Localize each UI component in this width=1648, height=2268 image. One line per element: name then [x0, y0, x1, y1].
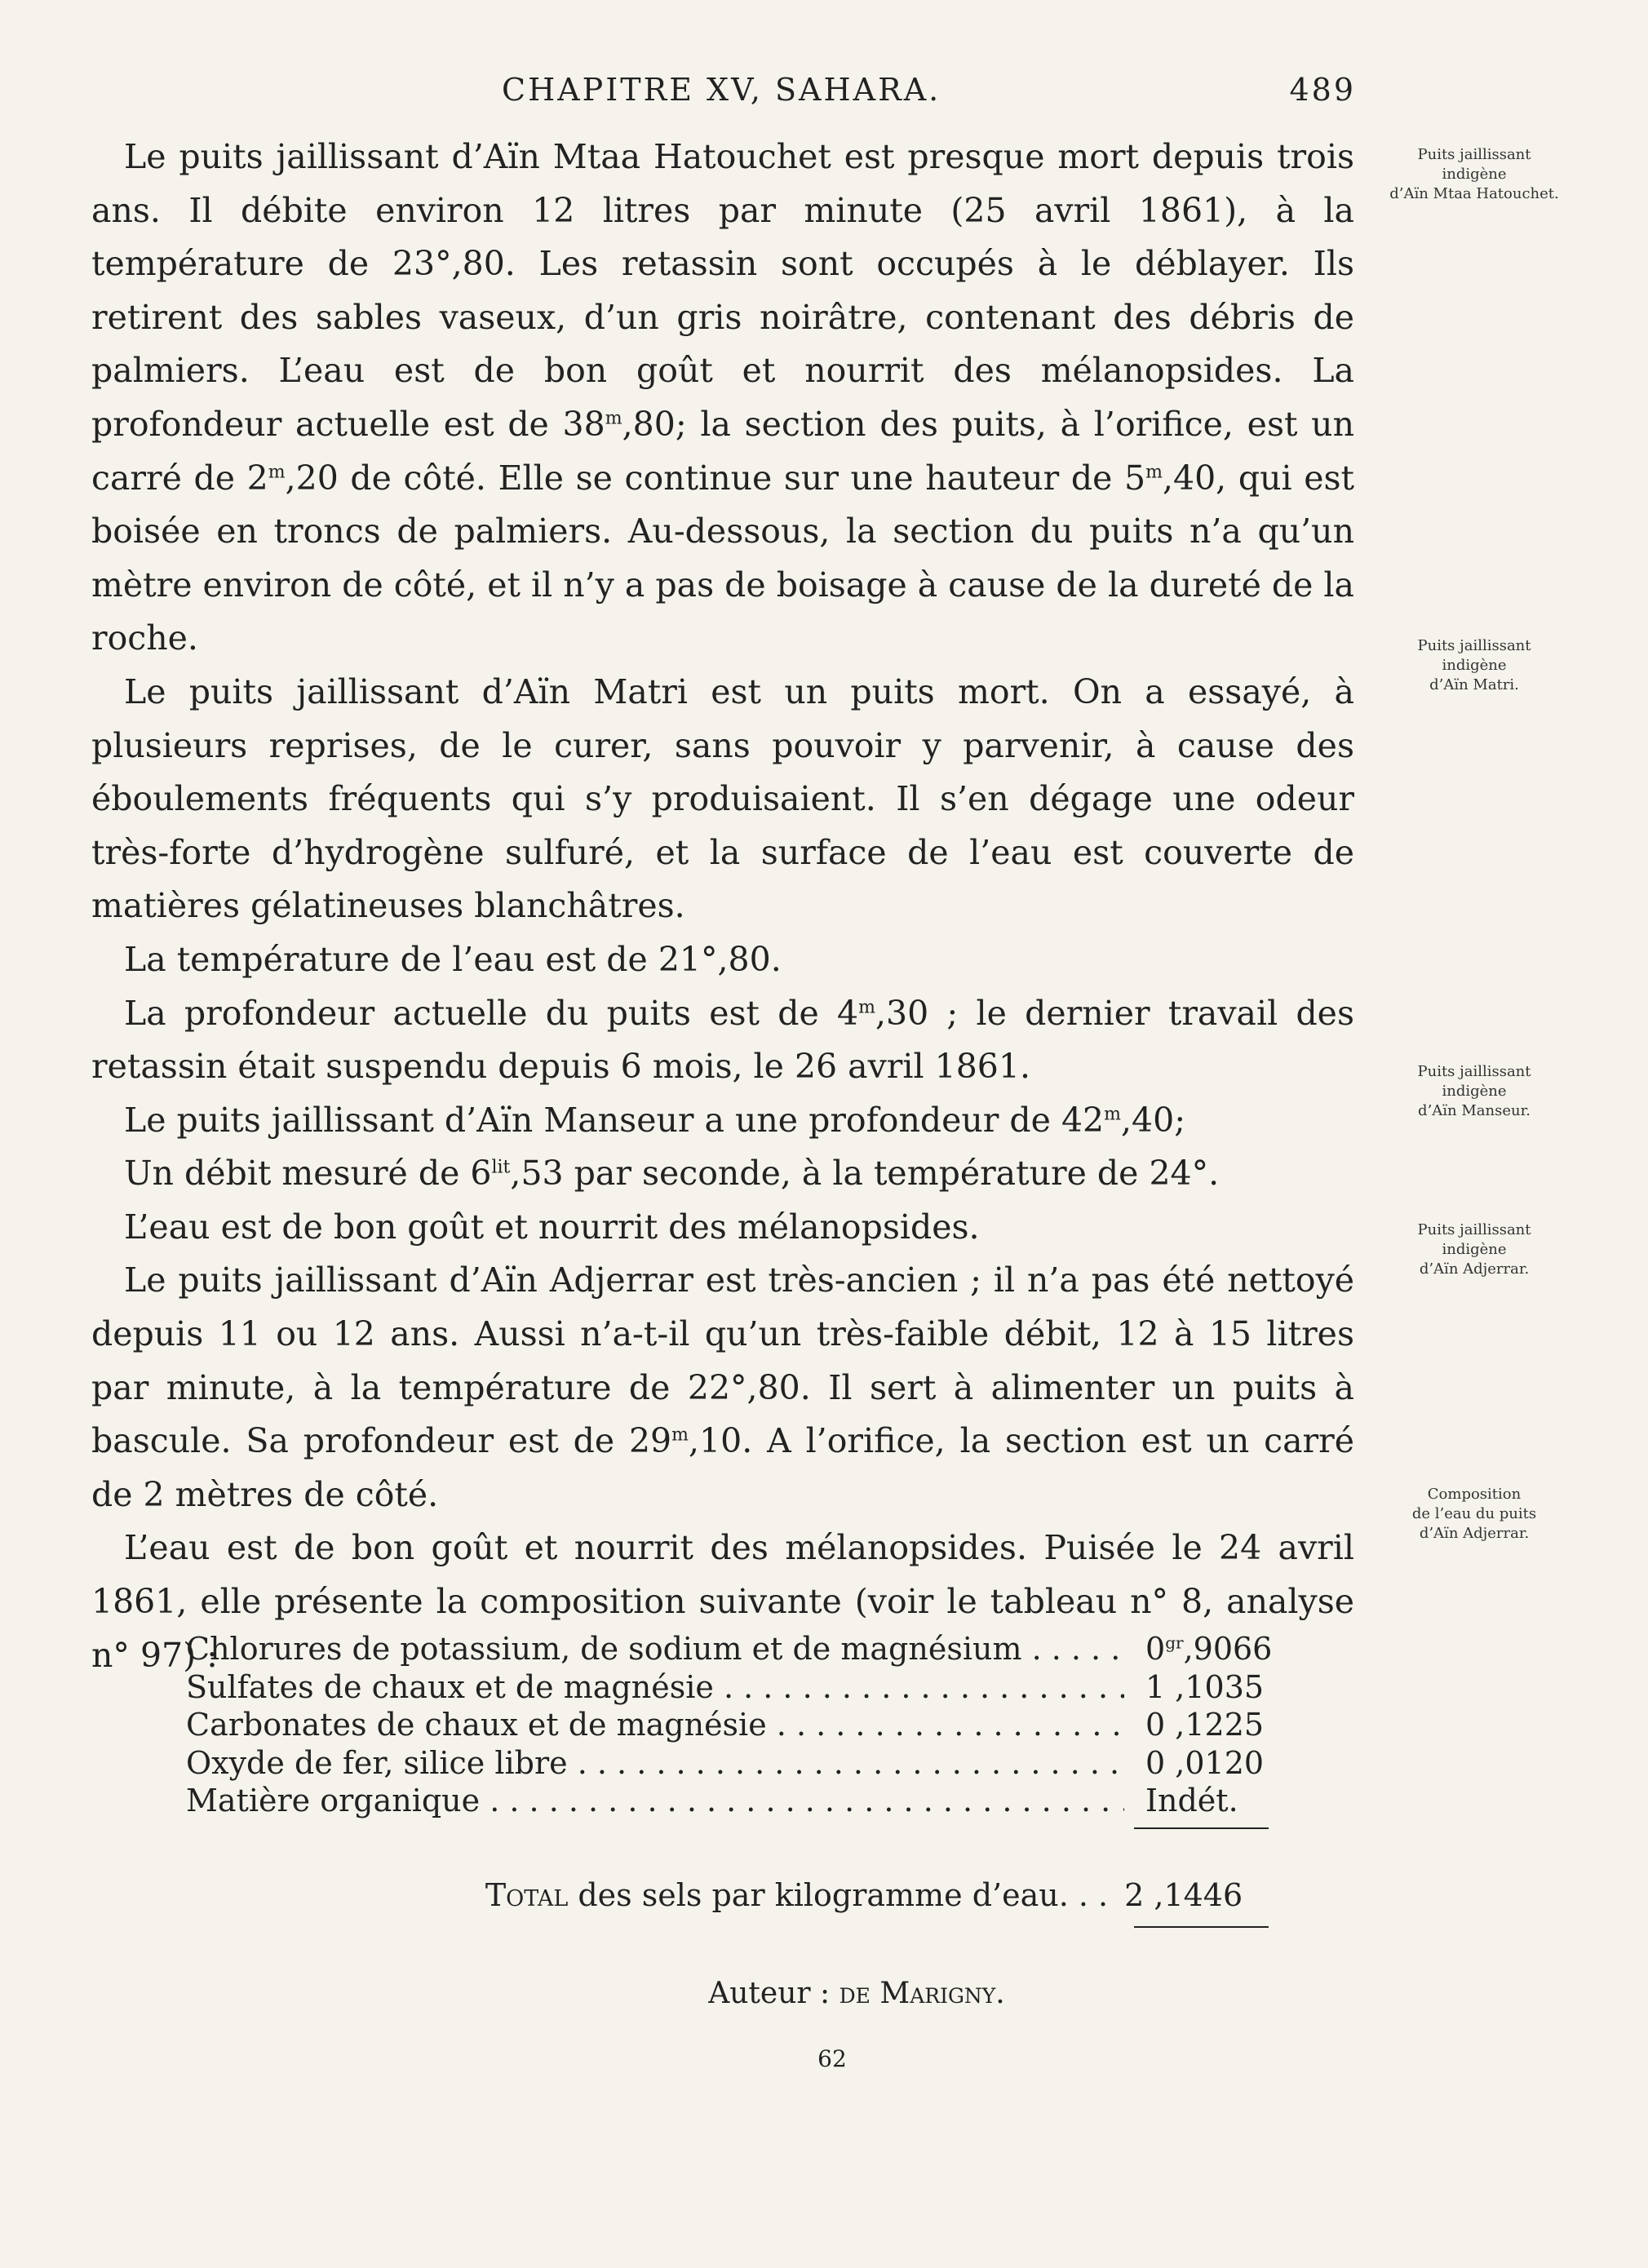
total-rule-top [1134, 1827, 1269, 1829]
paragraph-matri: Le puits jaillissant d’Aïn Matri est un puits mort. On a essayé, à plusieurs reprises, de le curer, sans pouvoir y parvenir, à cause des éboulements fréquents qui s’y produisaient. Il s’en dégage une odeur très-forte d’hydrogène sulfuré, et la surface de l’eau est couverte de matières gélatineuses blanchâtres. [91, 671, 1354, 926]
table-row: Oxyde de fer, silice libre . . . 0 ,0120 [186, 1744, 1271, 1783]
table-value: 0 ,0120 [1145, 1744, 1265, 1781]
table-value: 1 ,1035 [1145, 1668, 1265, 1705]
page-number: 489 [1289, 72, 1356, 108]
author-credit: Auteur : de Marigny. [708, 1977, 1005, 2010]
paragraph-manseur-flow: Un débit mesuré de $6^{lit},53$ par seconde, à la température de 24°. [124, 1154, 1220, 1194]
running-header [124, 72, 1356, 121]
table-value: $0^{gr},9066$ [1145, 1631, 1273, 1667]
paragraph-adjerrar: Le puits jaillissant d’Aïn Adjerrar est très-ancien ; il n’a pas été nettoyé depuis 11 ou 12 ans. Aussi n’a-t-il qu’un très-faible débit, 12 à 15 litres par minute, à la température de 22°,80. Il sert à alimenter un puits à bascule. Sa profondeur est de 29$^m$,10. A l’orifice, la section est un carré de 2 mètres de côté. [91, 1260, 1354, 1514]
paragraph-manseur: Le puits jaillissant d’Aïn Manseur a une profondeur de 42$^m$,40; [124, 1100, 1186, 1140]
margin-note-manseur: Puits jaillissant indigène d’Aïn Manseur. [1417, 1063, 1531, 1119]
total-rule-bottom [1134, 1926, 1269, 1928]
table-value: Indét. [1145, 1783, 1238, 1818]
margin-note-adjerrar: Puits jaillissant indigène d’Aïn Adjerrar. [1417, 1221, 1531, 1278]
main-text [91, 131, 1354, 1682]
margin-note-composition: Composition de l’eau du puits d’Aïn Adjerrar. [1411, 1486, 1537, 1542]
table-total-row: Total des sels par kilogramme d’eau. . . 2 ,1446 [322, 1876, 1269, 1914]
signature-mark: 62 [817, 2045, 847, 2072]
paragraph-adjerrar-composition: L’eau est de bon goût et nourrit des mélanopsides. Puisée le 24 avril 1861, elle présente la composition suivante (voir le tableau n° 8, analyse n° 97) : [91, 1528, 1354, 1675]
table-row: Sulfates de chaux et de magnésie . . . 1 ,1035 [186, 1668, 1271, 1707]
margin-note-hatouchet: Puits jaillissant indigène d’Aïn Mtaa Hatouchet. [1389, 146, 1559, 202]
table-row: Chlorures de potassium, de sodium et de magnésium . . . $0^{gr},9066$ [186, 1630, 1271, 1668]
total-value: 2 ,1446 [1124, 1877, 1243, 1913]
paragraph-matri-depth: La profondeur actuelle du puits est de 4$^m$,30 ; le dernier travail des retassin était suspendu depuis 6 mois, le 26 avril 1861. [91, 993, 1354, 1087]
chapter-title: CHAPITRE XV, SAHARA. [502, 72, 941, 108]
paragraph-matri-temperature: La température de l’eau est de 21°,80. [124, 939, 782, 979]
table-row: Carbonates de chaux et de magnésie . . . 0 ,1225 [186, 1706, 1271, 1744]
paragraph-manseur-water: L’eau est de bon goût et nourrit des mélanopsides. [124, 1207, 980, 1247]
table-value: 0 ,1225 [1145, 1707, 1265, 1743]
paragraph-hatouchet: Le puits jaillissant d’Aïn Mtaa Hatouchet est presque mort depuis trois ans. Il débite environ 12 litres par minute (25 avril 1861), à la température de 23°,80. Les retassin sont occupés à le déblayer. Ils retirent des sables vaseux, d’un gris noirâtre, contenant des débris de palmiers. L’eau est de bon goût et nourrit des mélanopsides. La profondeur actuelle est de 38$^m$,80; la section des puits, à l’orifice, est un carré de 2$^m$,20 de côté. Elle se continue sur une hauteur de 5$^m$,40, qui est boisée en troncs de palmiers. Au-dessous, la section du puits n’a qu’un mètre environ de côté, et il n’y a pas de boisage à cause de la dureté de la roche. [91, 137, 1354, 658]
margin-note-matri: Puits jaillissant indigène d’Aïn Matri. [1417, 637, 1531, 693]
table-row: Matière organique . . . Indét. [186, 1782, 1271, 1820]
composition-table [186, 1630, 1271, 1820]
